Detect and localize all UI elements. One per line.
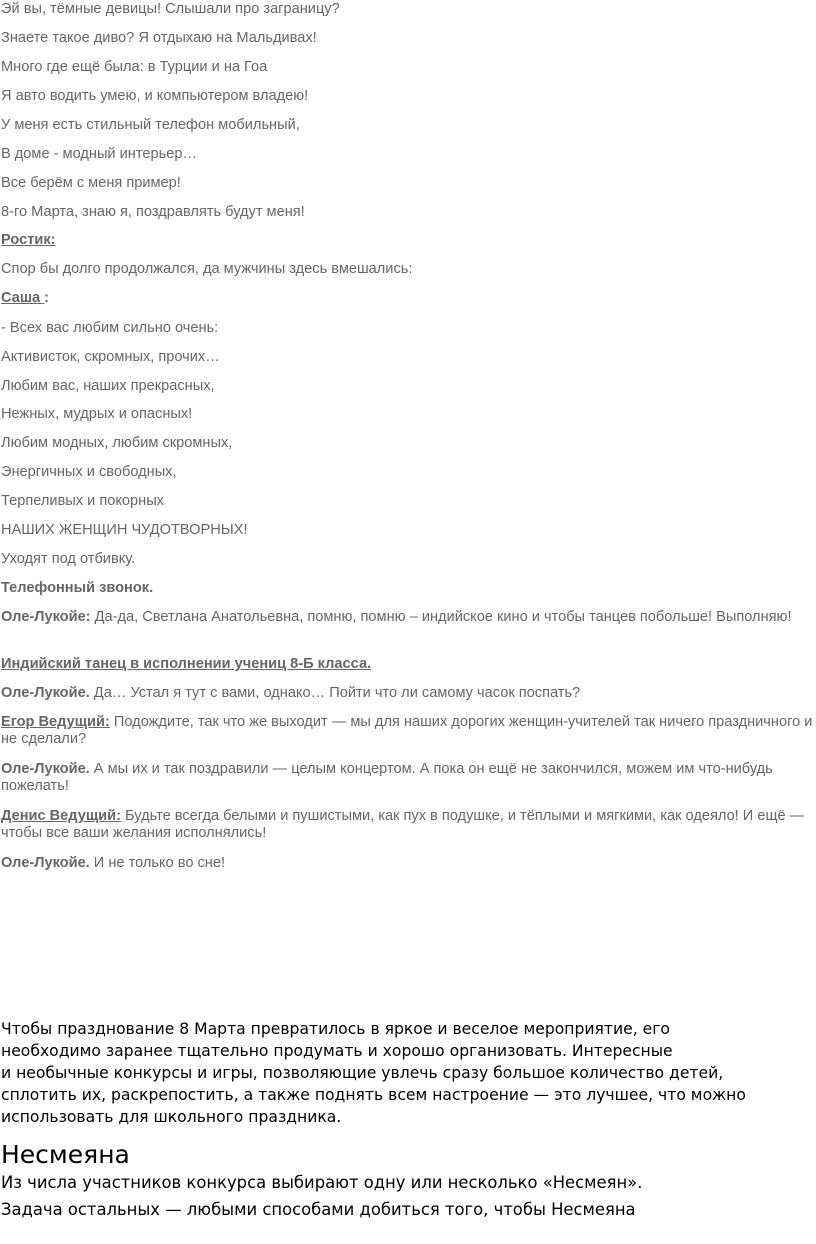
ole-lukoye-text: Да… Устал я тут с вами, однако… Пойти что ли самому часок поспать? [89,685,581,701]
verse-line-2: Активисток, скромных, прочих… [1,349,220,365]
speaker-ole-lukoye: Оле-Лукойе: [1,609,91,625]
egor-line [1,714,813,748]
verse-line-8: НАШИХ ЖЕНЩИН ЧУДОТВОРНЫХ! [1,522,248,538]
intro-line-1: Чтобы празднование 8 Марта превратилось в яркое и веселое мероприятие, его [1,1020,670,1038]
poem-line-6: В доме - модный интерьер… [1,146,198,162]
speaker-sasha-colon: : [44,290,50,306]
poem-line-3: Много где ещё была: в Турции и на Гоа [1,59,268,75]
ole-lukoye-line-4 [1,855,225,872]
speaker-sasha [1,290,49,307]
poem-line-1: Эй вы, тёмные девицы! Слышали про заграницу? [1,1,340,17]
poem-line-7: Все берём с меня пример! [1,175,181,191]
speaker-ole-lukoye: Оле-Лукойе. [1,761,90,777]
ole-lukoye-line-1 [1,609,813,626]
poem-line-8: 8-го Марта, знаю я, поздравлять будут меня! [1,204,305,220]
speaker-sasha-name: Саша [1,290,45,306]
poem-line-2: Знаете такое диво? Я отдыхаю на Мальдивах! [1,30,317,46]
denis-text: Будьте всегда белыми и пушистыми, как пух в подушке, и тёплыми и мягкими, как одеяло! И ещё — чтобы все ваши желания исполнялись! [1,808,805,841]
contest-title: Несмеяна [1,1140,130,1169]
ole-lukoye-text: Да-да, Светлана Анатольевна, помню, помню – индийское кино и чтобы танцев побольше! Выполняю! [90,609,792,625]
intro-line-3: и необычные конкурсы и игры, позволяющие увлечь сразу большое количество детей, [1,1064,724,1082]
speaker-ole-lukoye: Оле-Лукойе. [1,855,90,871]
contest-line-2: Задача остальных — любыми способами добиться того, чтобы Несмеяна [1,1200,636,1219]
verse-line-5: Любим модных, любим скромных, [1,435,233,451]
stage-direction-phone: Телефонный звонок. [1,580,154,596]
speaker-rostik: Ростик: [1,232,56,248]
verse-line-1: - Всех вас любим сильно очень: [1,320,219,336]
poem-line-4: Я авто водить умею, и компьютером владею! [1,88,309,104]
speaker-ole-lukoye: Оле-Лукойе. [1,685,90,701]
stage-direction-exit: Уходят под отбивку. [1,551,136,567]
intro-line-2: необходимо заранее тщательно продумать и хорошо организовать. Интересные [1,1042,673,1060]
verse-line-6: Энергичных и свободных, [1,464,177,480]
speaker-denis: Денис Ведущий: [1,808,121,824]
ole-lukoye-text: И не только во сне! [89,855,226,871]
intro-line-5: использовать для школьного праздника. [1,1108,342,1126]
poem-line-5: У меня есть стильный телефон мобильный, [1,117,300,133]
verse-line-7: Терпеливых и покорных [1,493,164,509]
verse-line-4: Нежных, мудрых и опасных! [1,406,193,422]
contest-line-1: Из числа участников конкурса выбирают одну или несколько «Несмеян». [1,1173,643,1192]
ole-lukoye-line-2 [1,685,580,702]
ole-lukoye-text: А мы их и так поздравили — целым концертом. А пока он ещё не закончился, можем им что-нибудь пожелать! [1,761,773,794]
verse-line-3: Любим вас, наших прекрасных, [1,378,215,394]
egor-text: Подождите, так что же выходит — мы для наших дорогих женщин-учителей так ничего праздничного и не сделали? [1,714,813,747]
dispute-line: Спор бы долго продолжался, да мужчины здесь вмешались: [1,261,413,277]
intro-line-4: сплотить их, раскрепостить, а также поднять всем настроение — это лучшее, что можно [1,1086,746,1104]
denis-line [1,808,813,842]
speaker-egor: Егор Ведущий: [1,714,110,730]
indian-dance-heading: Индийский танец в исполнении учениц 8-Б класса. [1,656,372,672]
ole-lukoye-line-3 [1,761,813,795]
